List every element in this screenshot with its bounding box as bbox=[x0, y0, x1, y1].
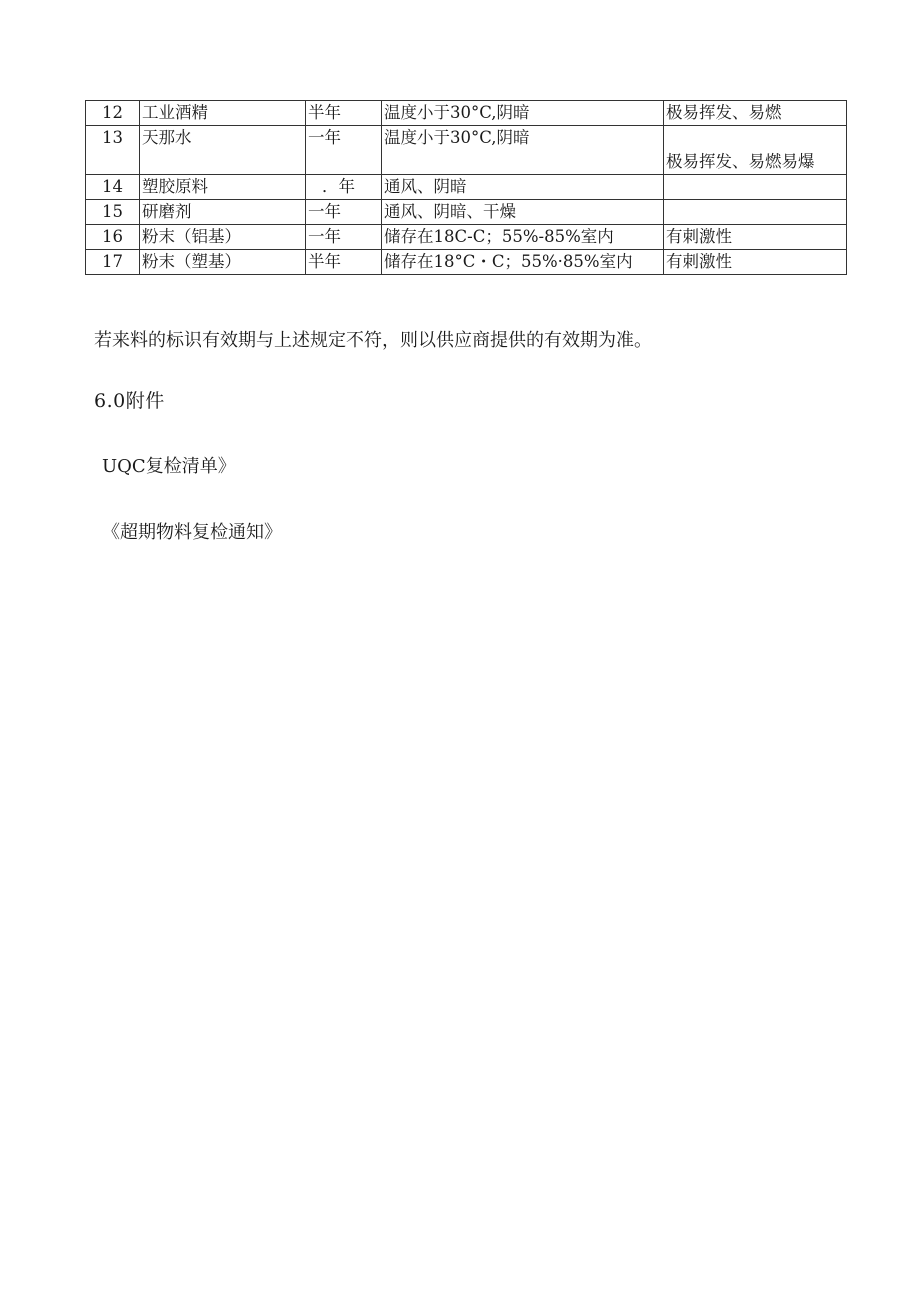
section-heading: 6.0附件 bbox=[94, 390, 165, 412]
material-name: 工业酒精 bbox=[140, 101, 306, 126]
table-row bbox=[86, 200, 847, 225]
storage-period: ．年 bbox=[306, 175, 382, 200]
material-name: 粉末（塑基） bbox=[140, 250, 306, 275]
storage-condition: 通风、阴暗 bbox=[382, 175, 664, 200]
storage-period-table bbox=[85, 100, 847, 275]
table-row bbox=[86, 250, 847, 275]
storage-period: 一年 bbox=[306, 126, 382, 175]
material-name: 研磨剂 bbox=[140, 200, 306, 225]
table-row bbox=[86, 175, 847, 200]
storage-condition: 储存在18°C・C；55%·85%室内 bbox=[382, 250, 664, 275]
material-name: 塑胶原料 bbox=[140, 175, 306, 200]
storage-period: 半年 bbox=[306, 101, 382, 126]
validity-note: 若来料的标识有效期与上述规定不符，则以供应商提供的有效期为准。 bbox=[94, 330, 652, 351]
storage-condition: 通风、阴暗、干燥 bbox=[382, 200, 664, 225]
row-number: 16 bbox=[86, 225, 140, 250]
attachment-item: 《超期物料复检通知》 bbox=[102, 522, 282, 543]
storage-condition: 温度小于30°C,阴暗 bbox=[382, 126, 664, 175]
storage-condition: 储存在18C-C；55%-85%室内 bbox=[382, 225, 664, 250]
attachment-item: UQC复检清单》 bbox=[102, 456, 236, 477]
row-number: 14 bbox=[86, 175, 140, 200]
storage-period: 一年 bbox=[306, 225, 382, 250]
row-number: 15 bbox=[86, 200, 140, 225]
material-note-cell bbox=[664, 126, 847, 175]
material-note bbox=[664, 175, 847, 200]
table-row bbox=[86, 126, 847, 175]
storage-period: 一年 bbox=[306, 200, 382, 225]
material-note bbox=[664, 200, 847, 225]
material-name: 天那水 bbox=[140, 126, 306, 175]
material-note: 有刺激性 bbox=[664, 250, 847, 275]
storage-condition: 温度小于30°C,阴暗 bbox=[382, 101, 664, 126]
material-name: 粉末（铝基） bbox=[140, 225, 306, 250]
row-number: 13 bbox=[86, 126, 140, 175]
table-row bbox=[86, 101, 847, 126]
material-note: 极易挥发、易燃易爆 bbox=[666, 152, 815, 171]
material-note: 有刺激性 bbox=[664, 225, 847, 250]
material-note: 极易挥发、易燃 bbox=[664, 101, 847, 126]
table-row bbox=[86, 225, 847, 250]
row-number: 12 bbox=[86, 101, 140, 126]
storage-period: 半年 bbox=[306, 250, 382, 275]
row-number: 17 bbox=[86, 250, 140, 275]
